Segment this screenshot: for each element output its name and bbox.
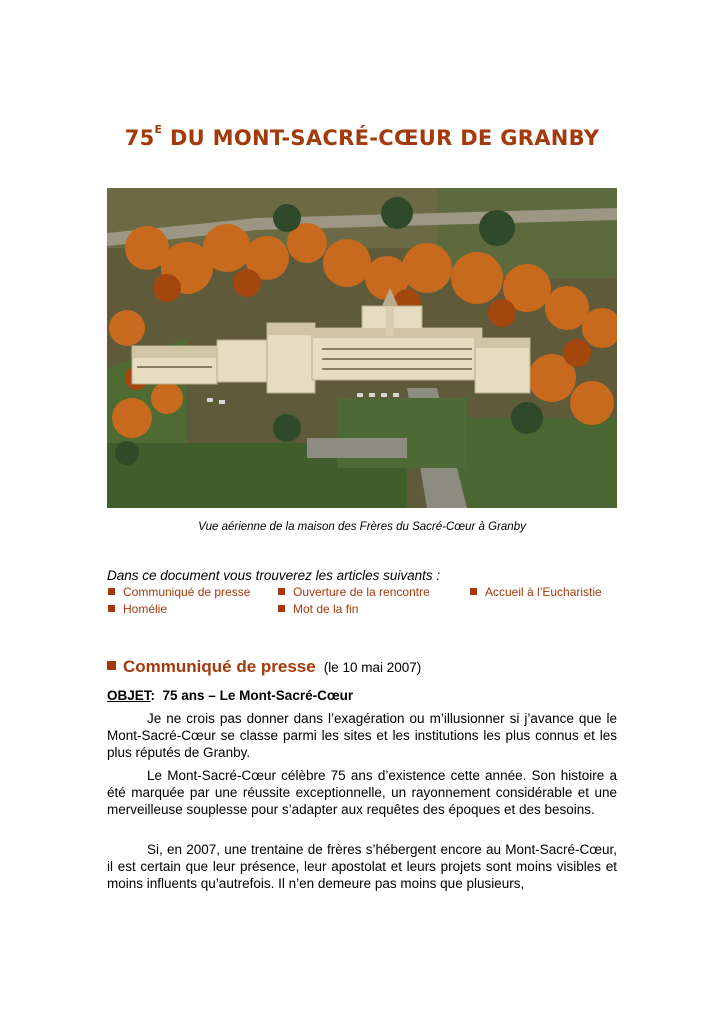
objet-text: 75 ans – Le Mont-Sacré-Cœur bbox=[162, 688, 354, 703]
photo-caption: Vue aérienne de la maison des Frères du Sacré-Cœur à Granby bbox=[198, 521, 526, 533]
aerial-photo bbox=[107, 188, 617, 508]
section-date: (le 10 mai 2007) bbox=[323, 660, 422, 675]
toc-item-communique[interactable]: Communiqué de presse bbox=[108, 585, 250, 599]
paragraph: Je ne crois pas donner dans l’exagération ou m’illusionner si j’avance que le Mont-Sacré-Cœur se classe parmi les sites et les institutions les plus connus et les plus réputés de Granby. bbox=[107, 711, 617, 760]
bullet-square-icon bbox=[470, 588, 477, 595]
section-title: Communiqué de presse bbox=[123, 657, 316, 676]
bullet-square-icon bbox=[108, 605, 115, 612]
toc-item-accueil[interactable]: Accueil à l’Eucharistie bbox=[470, 585, 602, 599]
bullet-square-icon bbox=[107, 661, 116, 670]
paragraph: Le Mont-Sacré-Cœur célèbre 75 ans d’existence cette année. Son histoire a été marquée par une réussite exceptionnelle, un rayonnement considérable et une merveilleuse souplesse pour s’adapter aux requêtes des époques et des besoins. bbox=[107, 768, 617, 817]
bullet-square-icon bbox=[278, 605, 285, 612]
section-heading bbox=[107, 657, 421, 677]
objet-separator: : bbox=[150, 688, 156, 703]
toc-item-homelie[interactable]: Homélie bbox=[108, 602, 167, 616]
document-title: $75^E$ DU MONT-SACRÉ-CŒUR DE GRANBY bbox=[124, 123, 600, 150]
objet-line bbox=[107, 688, 353, 703]
bullet-square-icon bbox=[108, 588, 115, 595]
toc-item-ouverture[interactable]: Ouverture de la rencontre bbox=[278, 585, 430, 599]
toc-heading: Dans ce document vous trouverez les articles suivants : bbox=[107, 568, 441, 583]
bullet-square-icon bbox=[278, 588, 285, 595]
objet-label: OBJET bbox=[107, 688, 151, 703]
toc-item-mot-de-la-fin[interactable]: Mot de la fin bbox=[278, 602, 358, 616]
paragraph: Si, en 2007, une trentaine de frères s’hébergent encore au Mont-Sacré-Cœur, il est certain que leur présence, leur apostolat et leurs projets sont moins visibles et moins influents qu’autrefois. Il n’en demeure pas moins que plusieurs, bbox=[107, 842, 617, 891]
